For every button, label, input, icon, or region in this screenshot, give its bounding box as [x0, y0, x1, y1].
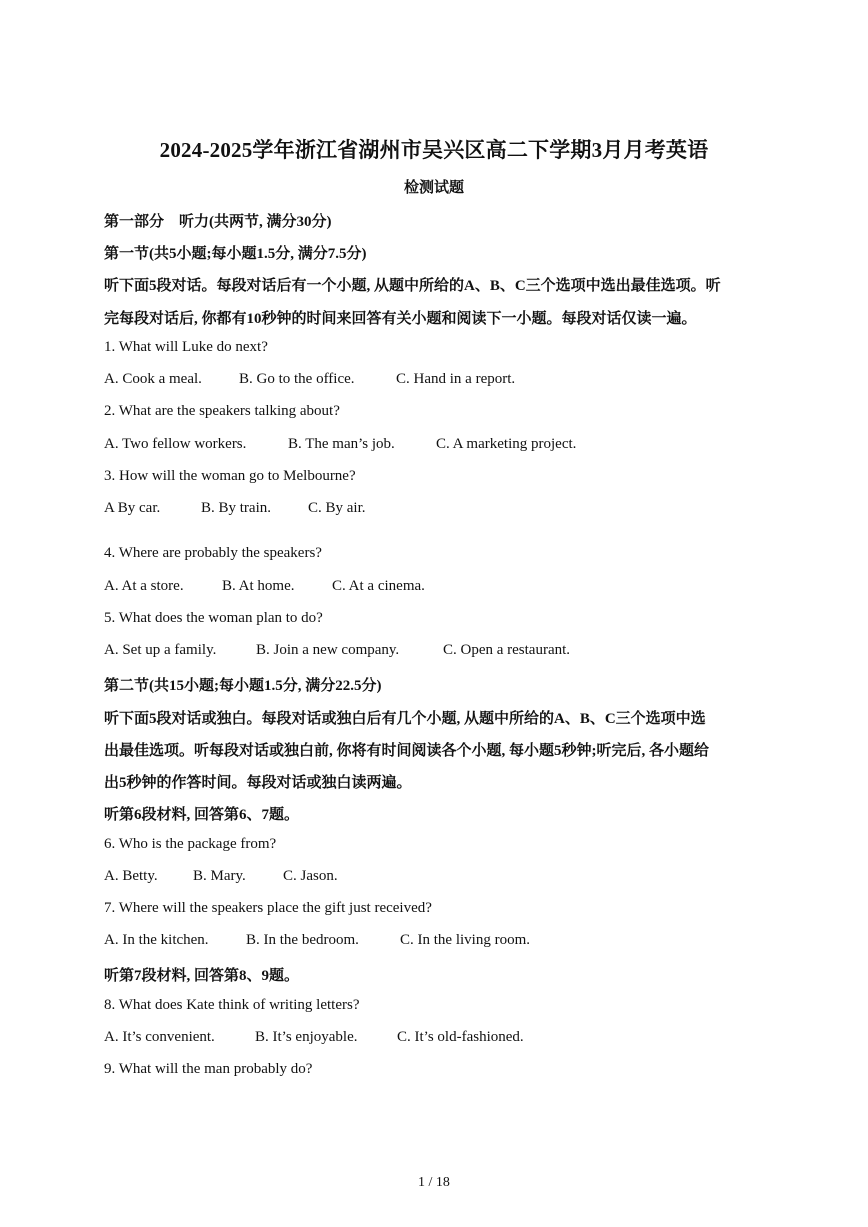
- question-1-option-a: A. Cook a meal.: [104, 371, 202, 387]
- question-1-options: [104, 371, 515, 388]
- question-4-options: [104, 578, 425, 595]
- question-4-option-a: A. At a store.: [104, 578, 184, 594]
- question-6-stem: 6. Who is the package from?: [104, 836, 277, 852]
- question-6-option-b: B. Mary.: [193, 868, 246, 884]
- section2-instructions-line-2: 出最佳选项。听每段对话或独白前, 你将有时间阅读各个小题, 每小题5秒钟;听完后, 各小题给: [104, 743, 709, 759]
- question-4-option-b: B. At home.: [222, 578, 295, 594]
- question-5-options: [104, 642, 570, 659]
- question-9-stem: 9. What will the man probably do?: [104, 1061, 313, 1077]
- question-2-option-b: B. The man’s job.: [288, 436, 395, 452]
- question-6-option-c: C. Jason.: [283, 868, 338, 884]
- question-6-options: [104, 868, 338, 885]
- question-5-option-b: B. Join a new company.: [256, 642, 400, 658]
- part1-heading: 第一部分 听力(共两节, 满分30分): [104, 214, 332, 230]
- question-8-option-a: A. It’s convenient.: [104, 1029, 215, 1045]
- question-3-option-b: B. By train.: [201, 500, 271, 516]
- question-8-option-c: C. It’s old-fashioned.: [397, 1029, 524, 1045]
- question-3-options: [104, 500, 366, 517]
- section1-heading: 第一节(共5小题;每小题1.5分, 满分7.5分): [104, 246, 367, 262]
- question-2-option-a: A. Two fellow workers.: [104, 436, 247, 452]
- question-5-option-a: A. Set up a family.: [104, 642, 217, 658]
- section2-instructions-line-1: 听下面5段对话或独白。每段对话或独白后有几个小题, 从题中所给的A、B、C三个选项中选: [104, 711, 706, 727]
- question-2-options: [104, 436, 576, 453]
- question-3-option-c: C. By air.: [308, 500, 366, 516]
- question-4-stem: 4. Where are probably the speakers?: [104, 545, 322, 561]
- page-number: 1 / 18: [418, 1175, 450, 1190]
- question-1-option-b: B. Go to the office.: [239, 371, 355, 387]
- document-title: 2024-2025学年浙江省湖州市吴兴区高二下学期3月月考英语: [159, 138, 709, 162]
- question-7-option-a: A. In the kitchen.: [104, 932, 209, 948]
- question-8-stem: 8. What does Kate think of writing letters?: [104, 997, 360, 1013]
- question-2-stem: 2. What are the speakers talking about?: [104, 403, 340, 419]
- question-2-option-c: C. A marketing project.: [436, 436, 577, 452]
- material-7-heading: 听第7段材料, 回答第8、9题。: [104, 968, 300, 984]
- question-7-option-b: B. In the bedroom.: [246, 932, 359, 948]
- question-6-option-a: A. Betty.: [104, 868, 158, 884]
- question-7-option-c: C. In the living room.: [400, 932, 530, 948]
- question-8-options: [104, 1029, 524, 1046]
- question-4-option-c: C. At a cinema.: [332, 578, 425, 594]
- section1-instructions-line-1: 听下面5段对话。每段对话后有一个小题, 从题中所给的A、B、C三个选项中选出最佳选项。听: [104, 278, 721, 294]
- question-7-stem: 7. Where will the speakers place the gift just received?: [104, 900, 432, 916]
- material-6-heading: 听第6段材料, 回答第6、7题。: [104, 807, 300, 823]
- question-3-stem: 3. How will the woman go to Melbourne?: [104, 468, 356, 484]
- question-7-options: [104, 932, 530, 949]
- section1-instructions-line-2: 完每段对话后, 你都有10秒钟的时间来回答有关小题和阅读下一小题。每段对话仅读一遍。: [104, 311, 697, 327]
- section2-instructions-line-3: 出5秒钟的作答时间。每段对话或独白读两遍。: [104, 775, 412, 791]
- document-subtitle: 检测试题: [403, 180, 464, 196]
- question-3-option-a: A By car.: [104, 500, 161, 516]
- question-5-option-c: C. Open a restaurant.: [443, 642, 571, 658]
- question-1-option-c: C. Hand in a report.: [396, 371, 516, 387]
- question-8-option-b: B. It’s enjoyable.: [255, 1029, 358, 1045]
- question-5-stem: 5. What does the woman plan to do?: [104, 610, 323, 626]
- section2-heading: 第二节(共15小题;每小题1.5分, 满分22.5分): [104, 678, 382, 694]
- question-1-stem: 1. What will Luke do next?: [104, 339, 268, 355]
